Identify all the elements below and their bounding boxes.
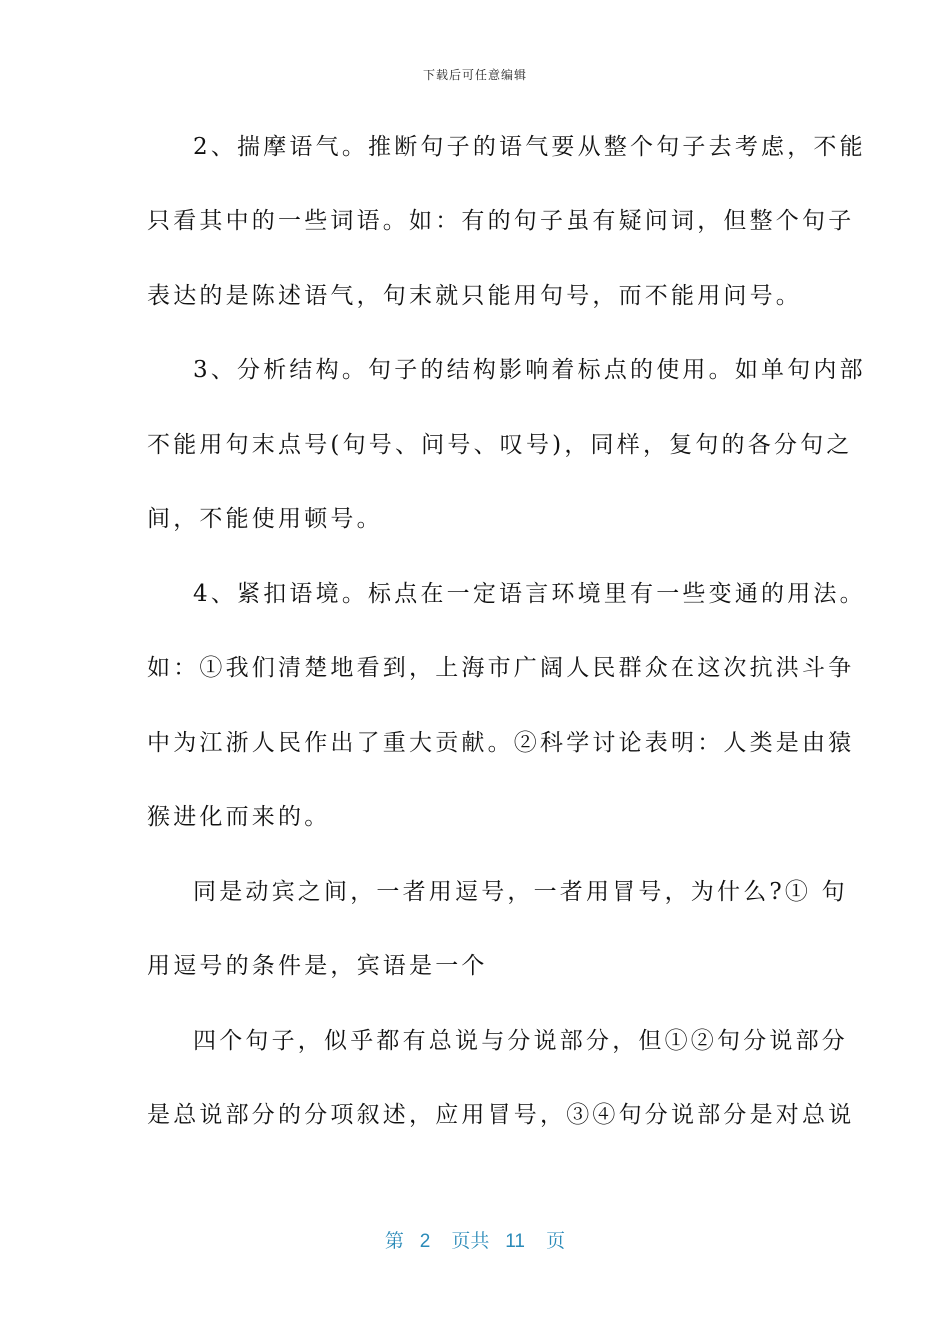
footer-prefix: 第 xyxy=(384,1231,404,1252)
paragraph-line: 猴进化而来的。 xyxy=(147,804,331,830)
paragraph-line: 中为江浙人民作出了重大贡献。②科学讨论表明：人类是由猿 xyxy=(147,730,855,756)
paragraph-line: 2、揣摩语气。推断句子的语气要从整个句子去考虑，不能 xyxy=(193,134,866,160)
paragraph-line: 不能用句末点号(句号、问号、叹号)，同样，复句的各分句之 xyxy=(147,432,853,458)
paragraph-line: 用逗号的条件是，宾语是一个 xyxy=(147,953,488,979)
paragraph-line: 间，不能使用顿号。 xyxy=(147,506,383,532)
paragraph-line: 是总说部分的分项叙述，应用冒号，③④句分说部分是对总说 xyxy=(147,1102,855,1128)
current-page-number: 2 xyxy=(419,1231,431,1252)
footer-suffix: 页 xyxy=(546,1231,566,1252)
paragraph-line: 4、紧扣语境。标点在一定语言环境里有一些变通的用法。 xyxy=(193,581,866,607)
page-footer xyxy=(0,1226,950,1253)
footer-middle: 页共 xyxy=(451,1231,490,1252)
paragraph-line: 3、分析结构。句子的结构影响着标点的使用。如单句内部 xyxy=(193,357,866,383)
paragraph-line: 只看其中的一些词语。如：有的句子虽有疑问词，但整个句子 xyxy=(147,208,855,234)
paragraph-line: 同是动宾之间，一者用逗号，一者用冒号，为什么?① 句 xyxy=(193,879,848,905)
total-page-count: 11 xyxy=(505,1231,525,1252)
paragraph-line: 表达的是陈述语气，句末就只能用句号，而不能用问号。 xyxy=(147,283,802,309)
paragraph-line: 四个句子，似乎都有总说与分说部分，但①②句分说部分 xyxy=(193,1028,848,1054)
paragraph-line: 如：①我们清楚地看到，上海市广阔人民群众在这次抗洪斗争 xyxy=(147,655,855,681)
page-header: 下载后可任意编辑 xyxy=(422,68,527,82)
